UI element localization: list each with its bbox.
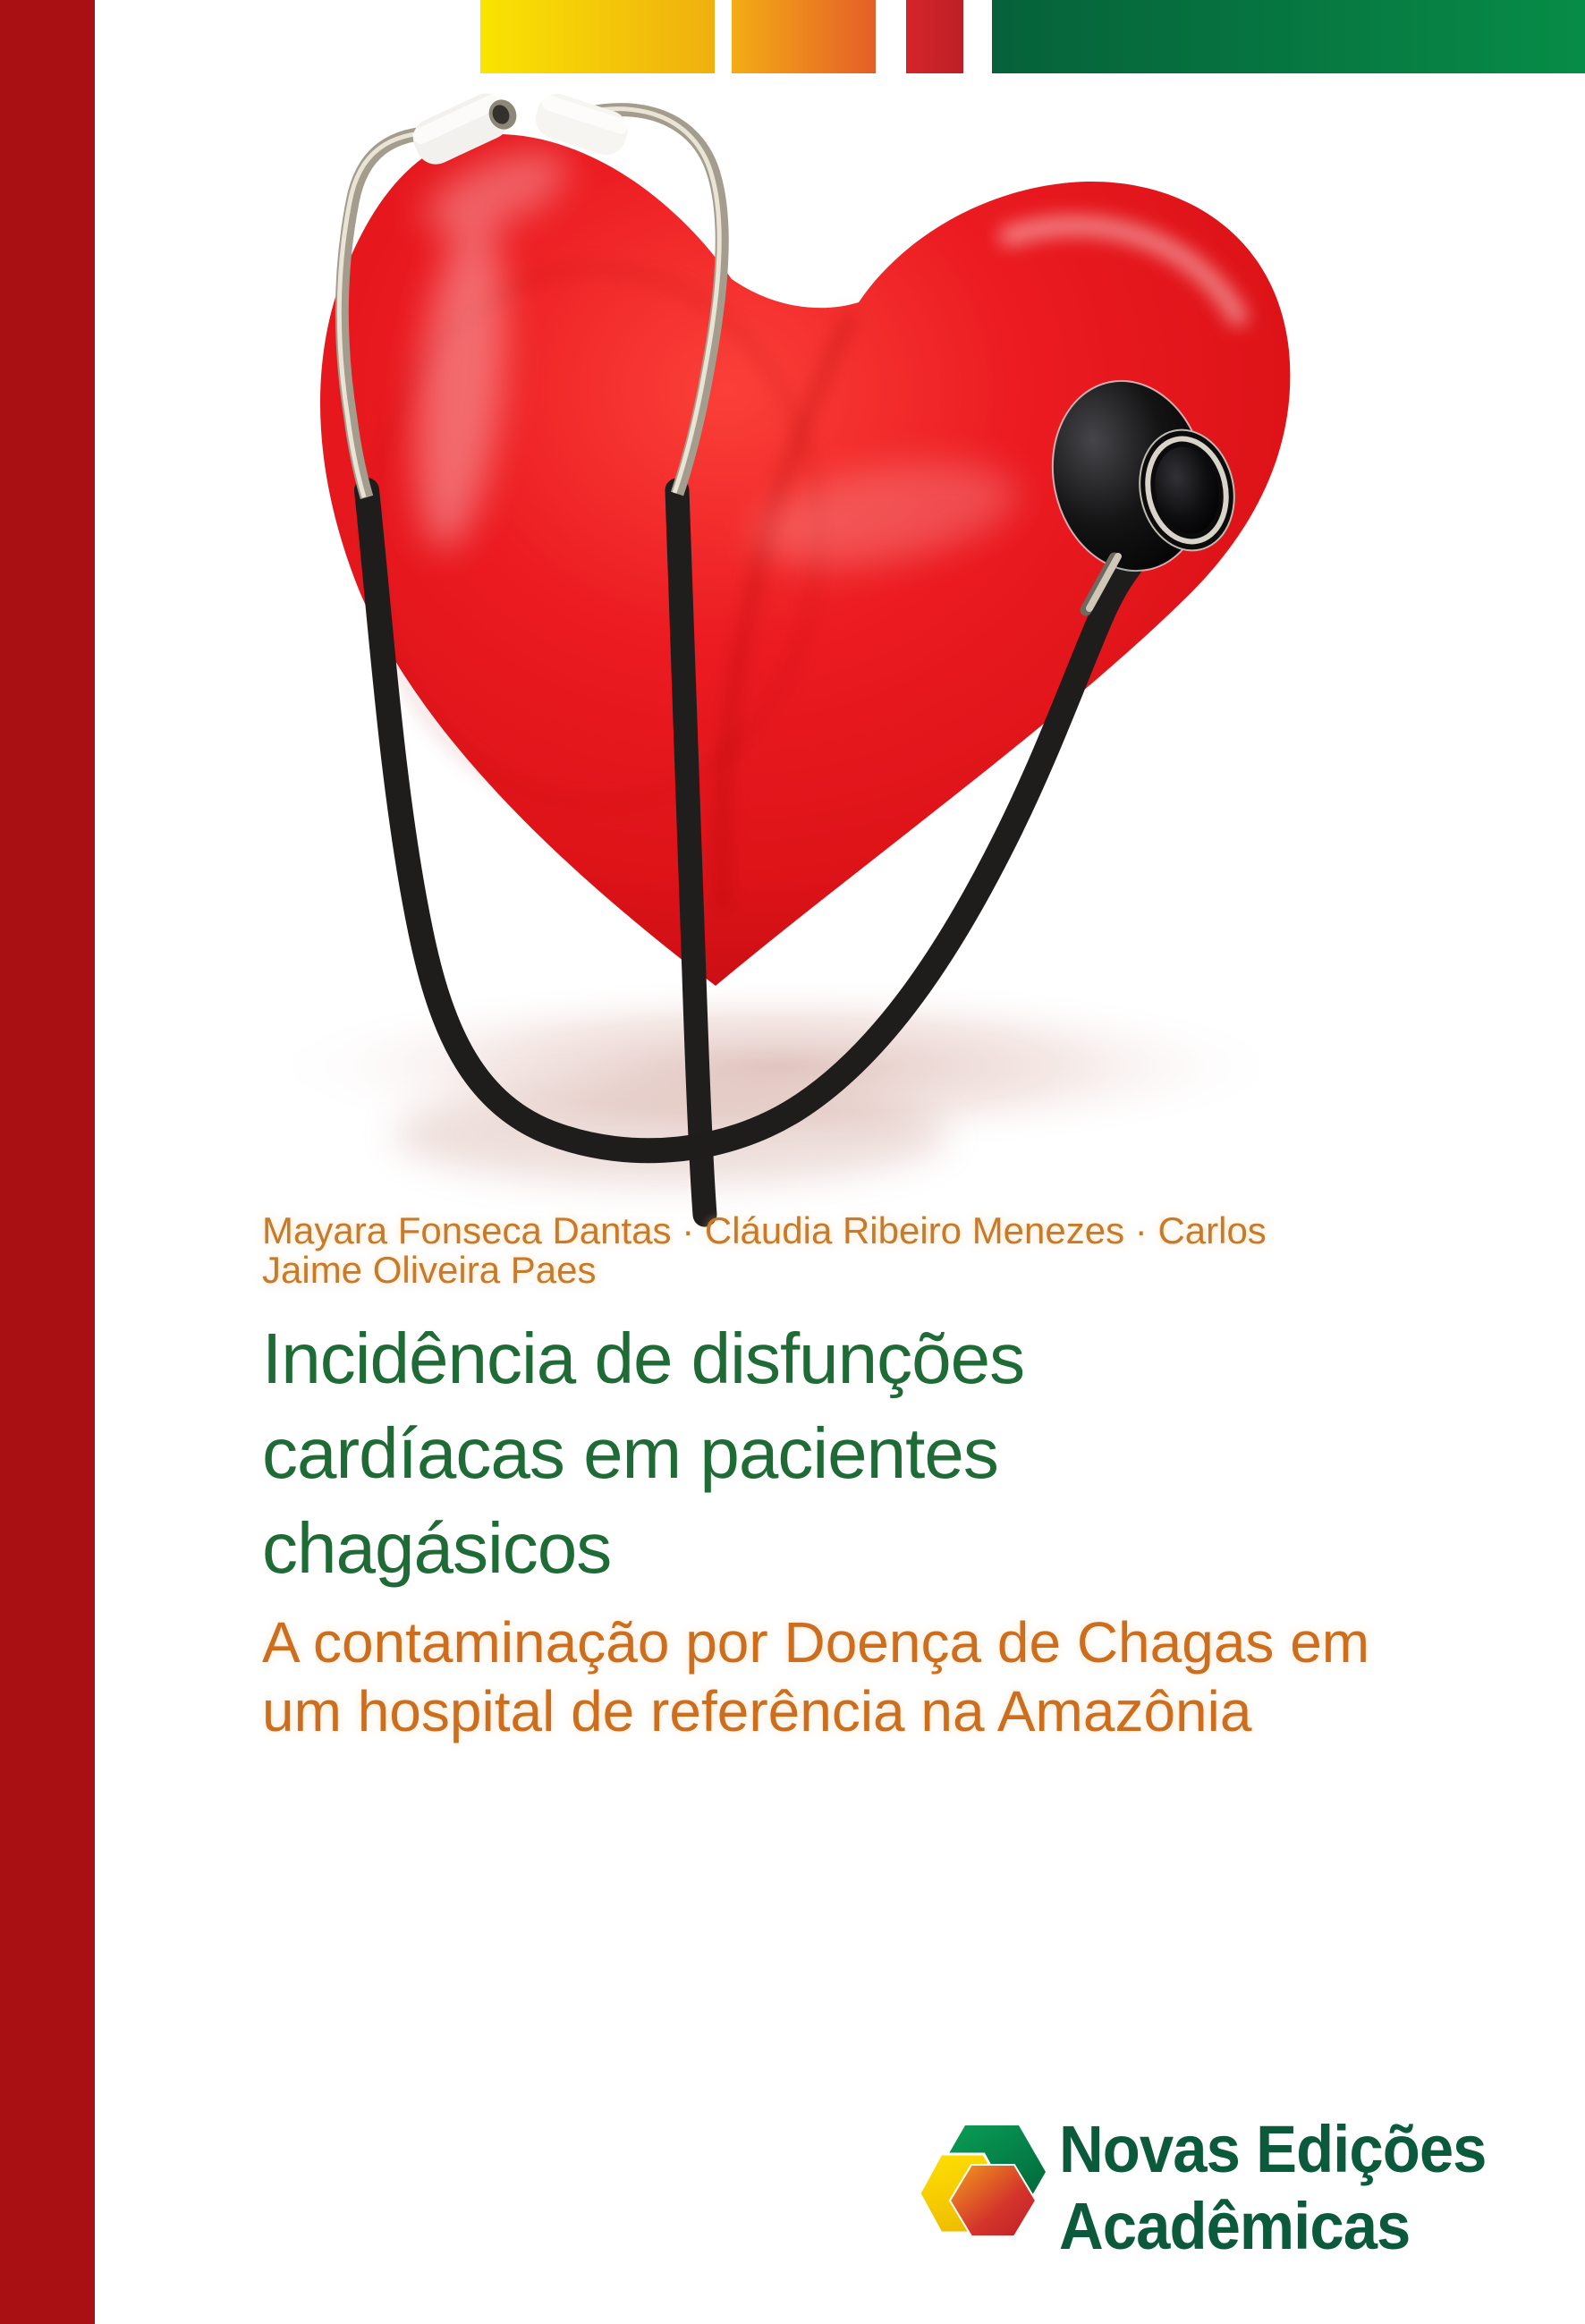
floor-shadow-dark xyxy=(394,1085,948,1183)
title-line: chagásicos xyxy=(262,1508,612,1588)
publisher-name xyxy=(1059,2111,1487,2265)
authors-line: Jaime Oliveira Paes xyxy=(262,1249,597,1291)
subtitle-line: A contaminação por Doença de Chagas em xyxy=(262,1610,1370,1675)
book-subtitle xyxy=(262,1608,1369,1746)
subtitle-line: um hospital de referência na Amazônia xyxy=(262,1679,1252,1743)
authors-line: Mayara Fonseca Dantas · Cláudia Ribeiro Menezes · Carlos xyxy=(262,1209,1267,1251)
authors-block xyxy=(262,1211,1267,1290)
title-line: cardíacas em pacientes xyxy=(262,1413,998,1493)
title-line: Incidência de disfunções xyxy=(262,1319,1025,1398)
publisher-logo-icon xyxy=(894,2109,1073,2311)
book-title xyxy=(262,1311,1024,1596)
publisher-name-line: Novas Edições xyxy=(1059,2112,1487,2186)
publisher-name-line: Acadêmicas xyxy=(1059,2189,1411,2263)
